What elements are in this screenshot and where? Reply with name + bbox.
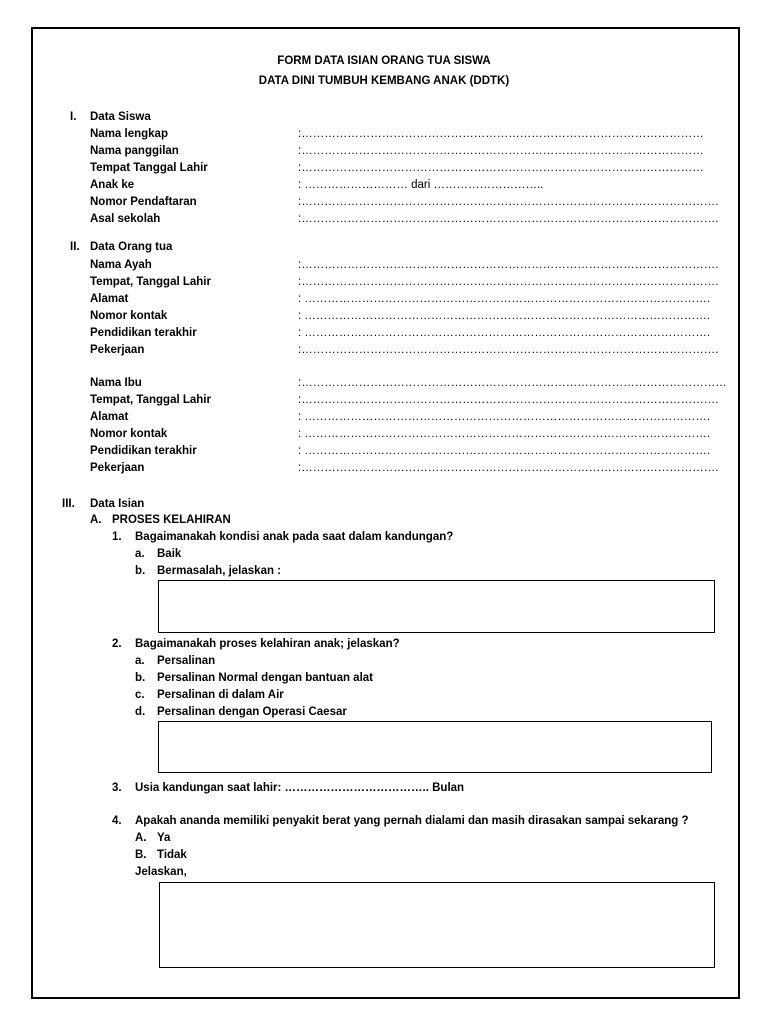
field-dots: :……………………………………………………………………………………………….: [298, 462, 719, 474]
field-dots: :……………………………………………………………………………………………: [298, 162, 704, 174]
question-3-text: Usia kandungan saat lahir: ……………………………….. Bulan: [135, 782, 465, 794]
field-label: Nama Ayah: [90, 259, 152, 271]
option-text: Persalinan dengan Operasi Caesar: [157, 706, 347, 718]
question-2-number: 2.: [112, 638, 122, 650]
question-4-number: 4.: [112, 815, 122, 827]
field-dots: :……………………………………………………………………………………………….: [298, 196, 719, 208]
question-2-text: Bagaimanakah proses kelahiran anak; jelaskan?: [135, 638, 400, 650]
field-label: Nomor kontak: [90, 428, 168, 440]
form-subtitle: DATA DINI TUMBUH KEMBANG ANAK (DDTK): [258, 75, 510, 87]
option-letter: b.: [135, 672, 146, 684]
field-label: Nama lengkap: [90, 128, 168, 140]
field-label: Nama panggilan: [90, 145, 179, 157]
field-label: Asal sekolah: [90, 213, 161, 225]
field-dots: : …………………………………………………………………………………………….: [298, 293, 711, 305]
field-dots: :……………………………………………………………………………………………….: [298, 259, 719, 271]
question-4-text: Apakah ananda memiliki penyakit berat yang pernah dialami dan masih dirasakan sampai sekarang ?: [135, 815, 689, 827]
field-label: Tempat, Tanggal Lahir: [90, 394, 211, 406]
field-label: Tempat, Tanggal Lahir: [90, 276, 211, 288]
field-label: Nomor Pendaftaran: [90, 196, 197, 208]
field-dots: : ……………………… dari ………………………..: [298, 179, 544, 191]
option-text: Persalinan: [157, 655, 216, 667]
section-2-number: II.: [70, 241, 80, 253]
field-label: Pendidikan terakhir: [90, 327, 197, 339]
option-text: Persalinan di dalam Air: [157, 689, 284, 701]
answer-box-q1[interactable]: [158, 580, 715, 633]
answer-box-q2[interactable]: [158, 721, 712, 773]
field-label: Pekerjaan: [90, 462, 145, 474]
field-dots: : …………………………………………………………………………………………….: [298, 428, 711, 440]
field-label: Alamat: [90, 411, 129, 423]
explain-label: Jelaskan,: [135, 866, 187, 878]
field-dots: : …………………………………………………………………………………………….: [298, 327, 711, 339]
field-label: Tempat Tanggal Lahir: [90, 162, 208, 174]
field-label: Pendidikan terakhir: [90, 445, 197, 457]
option-letter: b.: [135, 565, 146, 577]
field-dots: :……………………………………………………………………………………………: [298, 145, 704, 157]
field-label: Pekerjaan: [90, 344, 145, 356]
section-3-number: III.: [62, 498, 75, 510]
section-2-title: Data Orang tua: [90, 241, 173, 253]
question-1-number: 1.: [112, 531, 122, 543]
option-letter: A.: [135, 832, 147, 844]
field-dots: :……………………………………………………………………………………………: [298, 128, 704, 140]
field-dots: : …………………………………………………………………………………………….: [298, 411, 711, 423]
option-letter: B.: [135, 849, 147, 861]
field-dots: :……………………………………………………………………………………………….: [298, 394, 719, 406]
option-letter: a.: [135, 655, 145, 667]
section-1-number: I.: [70, 111, 77, 123]
field-dots: :…………………………………………………………………………………………………: [298, 377, 727, 389]
option-text: Persalinan Normal dengan bantuan alat: [157, 672, 373, 684]
field-label: Alamat: [90, 293, 129, 305]
question-1-text: Bagaimanakah kondisi anak pada saat dalam kandungan?: [135, 531, 454, 543]
field-dots: : …………………………………………………………………………………………….: [298, 445, 711, 457]
answer-box-q4[interactable]: [159, 882, 715, 968]
section-1-title: Data Siswa: [90, 111, 151, 123]
field-dots: : …………………………………………………………………………………………….: [298, 310, 711, 322]
subsection-a-letter: A.: [90, 514, 102, 526]
option-text: Ya: [157, 832, 171, 844]
option-letter: c.: [135, 689, 145, 701]
option-text: Bermasalah, jelaskan :: [157, 565, 282, 577]
field-label: Nama Ibu: [90, 377, 142, 389]
subsection-a-title: PROSES KELAHIRAN: [112, 514, 231, 526]
option-letter: d.: [135, 706, 146, 718]
field-dots: :……………………………………………………………………………………………….: [298, 344, 719, 356]
question-3-number: 3.: [112, 782, 122, 794]
form-title: FORM DATA ISIAN ORANG TUA SISWA: [277, 55, 491, 67]
option-letter: a.: [135, 548, 145, 560]
field-label: Nomor kontak: [90, 310, 168, 322]
option-text: Baik: [157, 548, 182, 560]
field-label: Anak ke: [90, 179, 135, 191]
section-3-title: Data Isian: [90, 498, 145, 510]
field-dots: :……………………………………………………………………………………………….: [298, 213, 719, 225]
field-dots: :……………………………………………………………………………………………….: [298, 276, 719, 288]
option-text: Tidak: [157, 849, 187, 861]
